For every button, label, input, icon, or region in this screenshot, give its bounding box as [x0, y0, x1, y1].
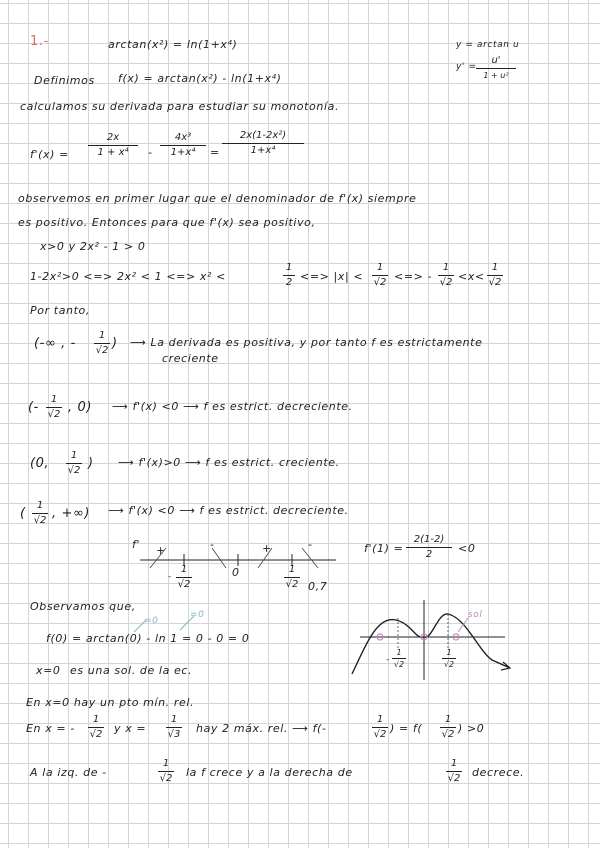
graph-right-frac: 1 √2 — [443, 648, 455, 669]
derivative-frac3: 2x(1-2x²) 1+x⁴ — [222, 130, 304, 157]
sign-left-frac: 1 √2 — [177, 564, 191, 590]
max-frac2: 1 √3 — [167, 714, 181, 740]
interval4-open: ( — [20, 506, 26, 521]
ineq-part1: 1-2x²>0 <=> 2x² < 1 <=> x² < — [30, 270, 226, 283]
check-lhs: f'(1) = — [364, 542, 404, 555]
max-frac4: 1 √2 — [441, 714, 455, 740]
max-p5: ) >0 — [458, 722, 485, 735]
ineq-root2: 1 √2 — [439, 262, 453, 288]
max-p4: ) = f( — [390, 722, 423, 735]
sign-minus-2: - — [308, 538, 313, 551]
interval3-open: (0, — [30, 456, 50, 471]
interval1-frac: 1 √2 — [95, 330, 109, 356]
final-p3: decrece. — [472, 766, 525, 779]
interval1-close: ) — [112, 336, 118, 351]
ineq-root1: 1 √2 — [373, 262, 387, 288]
interval3-text: ⟶ f'(x)>0 ⟶ f es estrict. creciente. — [118, 456, 340, 469]
problem-number: 1.- — [30, 34, 49, 49]
sign-zero: 0 — [232, 566, 240, 579]
derivative-equals: = — [210, 146, 220, 159]
interval2-frac: 1 √2 — [47, 394, 61, 420]
check-rhs: <0 — [458, 542, 476, 555]
annot-left: =0 — [144, 616, 159, 626]
max-frac3: 1 √2 — [373, 714, 387, 740]
max-frac1: 1 √2 — [89, 714, 103, 740]
sign-plus-1: + — [156, 544, 166, 557]
definition-formula: f(x) = arctan(x²) - ln(1+x⁴) — [118, 72, 282, 85]
interval1-text: ⟶ La derivada es positiva, y por tanto f es estrictamente — [130, 336, 483, 349]
graph-sol-label: sol — [468, 610, 483, 620]
conclusion-x: x=0 — [36, 664, 61, 677]
interval2-close: , 0) — [68, 400, 93, 415]
check-frac: 2(1-2) 2 — [406, 534, 452, 561]
note-fraction: u' 1 + u² — [476, 55, 516, 82]
sign-minus-1: - — [210, 538, 215, 551]
graph-curve — [352, 614, 510, 674]
min-line: En x=0 hay un pto mín. rel. — [26, 696, 195, 709]
observe-line: f(0) = arctan(0) - ln 1 = 0 - 0 = 0 — [46, 632, 250, 645]
max-p2: y x = — [114, 722, 147, 735]
interval4-close: , +∞) — [52, 506, 91, 521]
final-p1: A la izq. de - — [30, 766, 107, 779]
observation-line2: es positivo. Entonces para que f'(x) sea positivo, — [18, 216, 316, 229]
note-line1: y = arctan u — [456, 40, 520, 50]
observation-condition: x>0 y 2x² - 1 > 0 — [40, 240, 146, 253]
definition-label: Definimos — [34, 74, 95, 87]
derivative-minus: - — [148, 146, 153, 159]
por-tanto: Por tanto, — [30, 304, 90, 317]
sign-plus-2: + — [262, 542, 272, 555]
ineq-root3: 1 √2 — [488, 262, 502, 288]
sign-right-frac: 1 √2 — [285, 564, 299, 590]
sign-left-prefix: - — [168, 572, 172, 582]
observe-label: Observamos que, — [30, 600, 136, 613]
interval1-text2: creciente — [162, 352, 219, 365]
graph-left-frac: 1 √2 — [393, 648, 405, 669]
final-frac2: 1 √2 — [447, 758, 461, 784]
final-p2: la f crece y a la derecha de — [186, 766, 353, 779]
ineq-half: 1 2 — [283, 262, 295, 289]
max-p1: En x = - — [26, 722, 75, 735]
annot-right: =0 — [190, 610, 205, 620]
conclusion-rest: es una sol. de la ec. — [70, 664, 193, 677]
annot-arrow-left — [134, 620, 146, 632]
derivative-frac1: 2x 1 + x⁴ — [88, 132, 138, 159]
main-equation: arctan(x²) = ln(1+x⁴) — [108, 38, 238, 51]
note-line2: y' = — [456, 62, 477, 72]
interval3-close: ) — [88, 456, 94, 471]
interval2-open: (- — [28, 400, 39, 415]
sign-slope-marks — [150, 548, 318, 568]
graph-left-prefix: - — [386, 655, 390, 665]
derivative-intro: calculamos su derivada para estudiar su monotonía. — [20, 100, 340, 113]
ineq-part3: <=> - — [394, 270, 433, 283]
derivative-frac2: 4x³ 1+x⁴ — [160, 132, 206, 159]
ineq-part2: <=> |x| < — [300, 270, 364, 283]
interval2-text: ⟶ f'(x) <0 ⟶ f es estrict. decreciente. — [112, 400, 353, 413]
observation-line1: observemos en primer lugar que el denominador de f'(x) siempre — [18, 192, 417, 205]
interval3-frac: 1 √2 — [67, 450, 81, 476]
final-frac1: 1 √2 — [159, 758, 173, 784]
interval4-text: ⟶ f'(x) <0 ⟶ f es estrict. decreciente. — [108, 504, 349, 517]
derivative-lhs: f'(x) = — [30, 148, 69, 161]
interval1-open: (-∞ , - — [34, 336, 76, 351]
interval4-frac: 1 √2 — [33, 500, 47, 526]
ineq-part4: <x< — [458, 270, 485, 283]
sign-test-point: 0,7 — [308, 580, 328, 593]
sign-chart-label: f' — [132, 538, 141, 551]
max-p3: hay 2 máx. rel. ⟶ f(- — [196, 722, 327, 735]
annot-arrow-right — [180, 616, 194, 630]
